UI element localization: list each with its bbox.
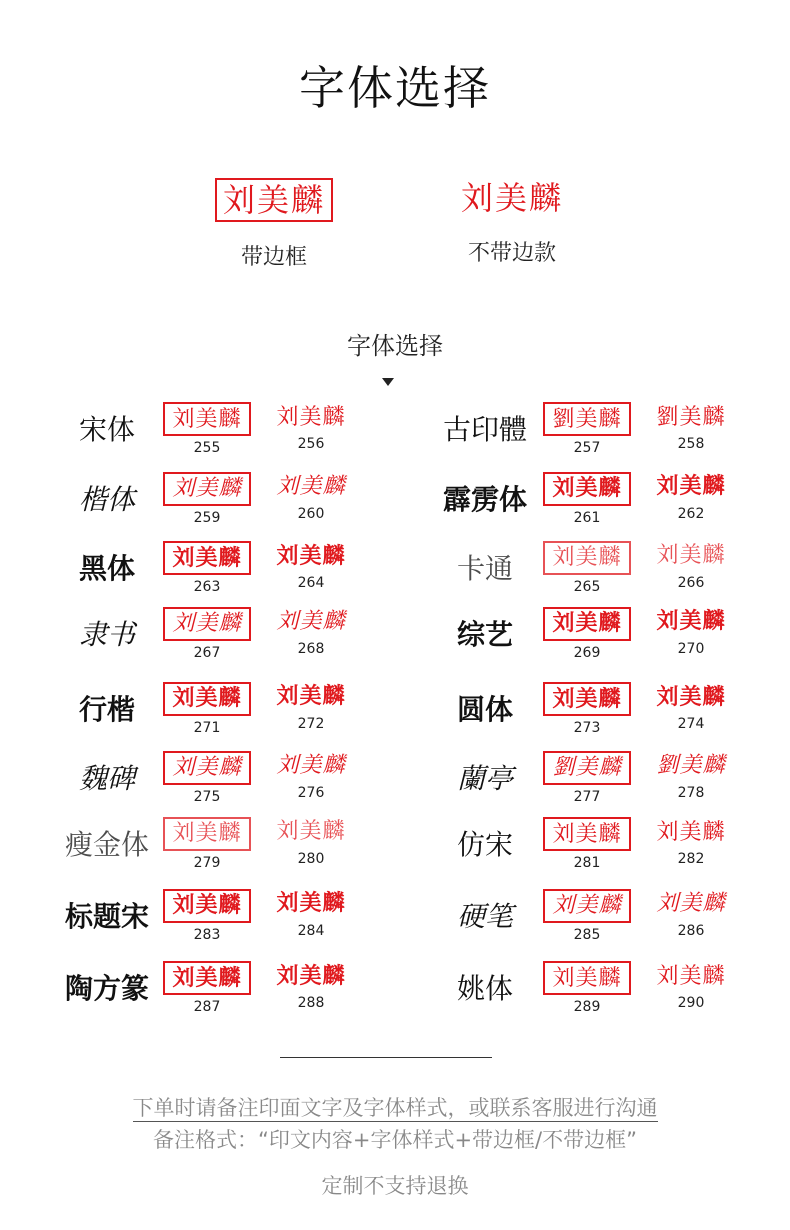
font-name: 瘦金体	[64, 828, 149, 861]
font-name: 古印體	[442, 415, 527, 446]
framed-stamp-text: 劉美麟	[543, 402, 631, 436]
plain-stamp-text: 刘美麟	[276, 609, 346, 634]
plain-stamp-option[interactable]	[646, 682, 736, 732]
framed-stamp-option[interactable]	[162, 472, 252, 526]
framed-stamp-text: 刘美麟	[543, 889, 631, 923]
framed-stamp-text: 劉美麟	[543, 751, 631, 785]
plain-stamp-option[interactable]	[646, 751, 736, 801]
format-note: 备注格式：“印文内容+字体样式+带边框/不带边框”	[152, 1128, 638, 1152]
style-number: 285	[573, 927, 601, 943]
style-number: 276	[297, 785, 325, 801]
plain-caption: 不带边款	[467, 241, 556, 266]
plain-stamp-option[interactable]	[266, 682, 356, 732]
framed-stamp-sample: 刘美麟	[215, 178, 333, 222]
plain-stamp-option[interactable]	[646, 607, 736, 657]
style-number: 277	[573, 789, 601, 805]
divider	[280, 1057, 492, 1058]
framed-stamp-option[interactable]	[162, 682, 252, 736]
style-number: 264	[297, 575, 325, 591]
style-number: 271	[193, 720, 221, 736]
framed-stamp-option[interactable]	[162, 541, 252, 595]
style-number: 270	[677, 641, 705, 657]
framed-stamp-text: 刘美麟	[543, 541, 631, 575]
plain-stamp-text: 刘美麟	[656, 609, 726, 634]
framed-stamp-text: 刘美麟	[163, 402, 251, 436]
framed-stamp-option[interactable]	[162, 889, 252, 943]
framed-stamp-option[interactable]	[162, 402, 252, 456]
framed-stamp-text: 刘美麟	[543, 472, 631, 506]
plain-stamp-text: 刘美麟	[276, 819, 346, 844]
plain-stamp-option[interactable]	[646, 961, 736, 1011]
plain-stamp-sample: 刘美麟	[460, 179, 563, 217]
style-number: 258	[677, 436, 705, 452]
style-number: 282	[677, 851, 705, 867]
style-number: 263	[193, 579, 221, 595]
style-number: 280	[297, 851, 325, 867]
style-number: 278	[677, 785, 705, 801]
framed-stamp-text: 刘美麟	[543, 607, 631, 641]
plain-stamp-text: 刘美麟	[656, 891, 726, 916]
style-number: 262	[677, 506, 705, 522]
framed-stamp-text: 刘美麟	[543, 682, 631, 716]
plain-stamp-option[interactable]	[646, 402, 736, 452]
framed-stamp-option[interactable]	[542, 472, 632, 526]
plain-stamp-option[interactable]	[266, 402, 356, 452]
plain-stamp-option[interactable]	[646, 472, 736, 522]
framed-stamp-text: 刘美麟	[543, 961, 631, 995]
style-number: 257	[573, 440, 601, 456]
framed-stamp-option[interactable]	[542, 682, 632, 736]
style-number: 256	[297, 436, 325, 452]
plain-stamp-option[interactable]	[266, 961, 356, 1011]
plain-stamp-text: 刘美麟	[656, 474, 726, 499]
framed-stamp-text: 刘美麟	[163, 889, 251, 923]
order-note-text: 下单时请备注印面文字及字体样式，或联系客服进行沟通	[132, 1096, 658, 1120]
plain-stamp-text: 刘美麟	[276, 404, 346, 429]
demo-plain-style[interactable]	[432, 178, 592, 267]
plain-stamp-option[interactable]	[266, 817, 356, 867]
plain-stamp-text: 刘美麟	[276, 753, 346, 778]
plain-stamp-text: 刘美麟	[276, 891, 346, 916]
font-name: 标题宋	[64, 900, 149, 933]
plain-stamp-option[interactable]	[266, 889, 356, 939]
font-name: 姚体	[456, 974, 513, 1005]
plain-stamp-text: 刘美麟	[276, 684, 346, 709]
framed-stamp-text: 刘美麟	[163, 607, 251, 641]
plain-stamp-option[interactable]	[266, 541, 356, 591]
style-number: 288	[297, 995, 325, 1011]
style-number: 286	[677, 923, 705, 939]
framed-stamp-text: 刘美麟	[163, 472, 251, 506]
plain-stamp-text: 刘美麟	[656, 963, 726, 988]
style-number: 289	[573, 999, 601, 1015]
framed-stamp-option[interactable]	[162, 607, 252, 661]
font-name: 仿宋	[456, 830, 513, 861]
style-number: 269	[573, 645, 601, 661]
style-number: 274	[677, 716, 705, 732]
framed-stamp-option[interactable]	[542, 402, 632, 456]
plain-stamp-text: 刘美麟	[276, 474, 346, 499]
plain-stamp-option[interactable]	[266, 607, 356, 657]
framed-stamp-text: 刘美麟	[163, 682, 251, 716]
down-arrow-icon	[382, 378, 394, 386]
framed-stamp-option[interactable]	[542, 607, 632, 661]
style-number: 267	[193, 645, 221, 661]
no-return-note: 定制不支持退换	[321, 1174, 469, 1198]
plain-stamp-option[interactable]	[646, 541, 736, 591]
plain-stamp-option[interactable]	[646, 817, 736, 867]
style-number: 290	[677, 995, 705, 1011]
demo-framed-style[interactable]	[194, 178, 354, 271]
style-number: 281	[573, 855, 601, 871]
framed-stamp-text: 刘美麟	[163, 817, 251, 851]
font-name: 宋体	[78, 415, 135, 446]
framed-stamp-option[interactable]	[542, 817, 632, 871]
font-name: 霹雳体	[442, 483, 527, 516]
framed-stamp-option[interactable]	[162, 961, 252, 1015]
font-name: 行楷	[78, 693, 135, 726]
framed-stamp-option[interactable]	[162, 751, 252, 805]
font-name: 圆体	[456, 694, 513, 725]
plain-stamp-text: 刘美麟	[656, 684, 726, 709]
style-number: 268	[297, 641, 325, 657]
font-name: 综艺	[456, 618, 513, 651]
framed-stamp-option[interactable]	[542, 889, 632, 943]
plain-stamp-option[interactable]	[266, 751, 356, 801]
style-number: 279	[193, 855, 221, 871]
style-number: 283	[193, 927, 221, 943]
style-number: 266	[677, 575, 705, 591]
plain-stamp-text: 劉美麟	[656, 404, 726, 429]
section-subtitle: 字体选择	[347, 332, 443, 360]
style-number: 260	[297, 506, 325, 522]
font-name: 蘭亭	[456, 762, 513, 795]
plain-stamp-text: 刘美麟	[656, 819, 726, 844]
style-number: 261	[573, 510, 601, 526]
framed-caption: 带边框	[240, 245, 307, 270]
framed-stamp-text: 刘美麟	[163, 961, 251, 995]
style-number: 272	[297, 716, 325, 732]
plain-stamp-option[interactable]	[646, 889, 736, 939]
font-name: 黑体	[78, 553, 135, 584]
font-name: 陶方篆	[64, 973, 149, 1004]
framed-stamp-option[interactable]	[162, 817, 252, 871]
style-number: 259	[193, 510, 221, 526]
framed-stamp-text: 刘美麟	[163, 751, 251, 785]
plain-stamp-text: 刘美麟	[656, 543, 726, 568]
font-name: 卡通	[456, 552, 513, 585]
framed-stamp-text: 刘美麟	[163, 541, 251, 575]
style-number: 287	[193, 999, 221, 1015]
framed-stamp-option[interactable]	[542, 541, 632, 595]
framed-stamp-option[interactable]	[542, 961, 632, 1015]
plain-stamp-option[interactable]	[266, 472, 356, 522]
style-number: 255	[193, 440, 221, 456]
font-name: 隶书	[78, 618, 135, 651]
page-title: 字体选择	[299, 61, 491, 115]
font-name: 魏碑	[78, 762, 135, 795]
font-name: 楷体	[78, 483, 135, 516]
plain-stamp-text: 劉美麟	[656, 753, 726, 778]
framed-stamp-option[interactable]	[542, 751, 632, 805]
style-number: 273	[573, 720, 601, 736]
framed-stamp-text: 刘美麟	[543, 817, 631, 851]
font-name: 硬笔	[456, 900, 513, 933]
style-number: 265	[573, 579, 601, 595]
plain-stamp-text: 刘美麟	[276, 963, 346, 988]
plain-stamp-text: 刘美麟	[276, 543, 346, 568]
style-number: 275	[193, 789, 221, 805]
order-note	[0, 1092, 790, 1122]
style-number: 284	[297, 923, 325, 939]
